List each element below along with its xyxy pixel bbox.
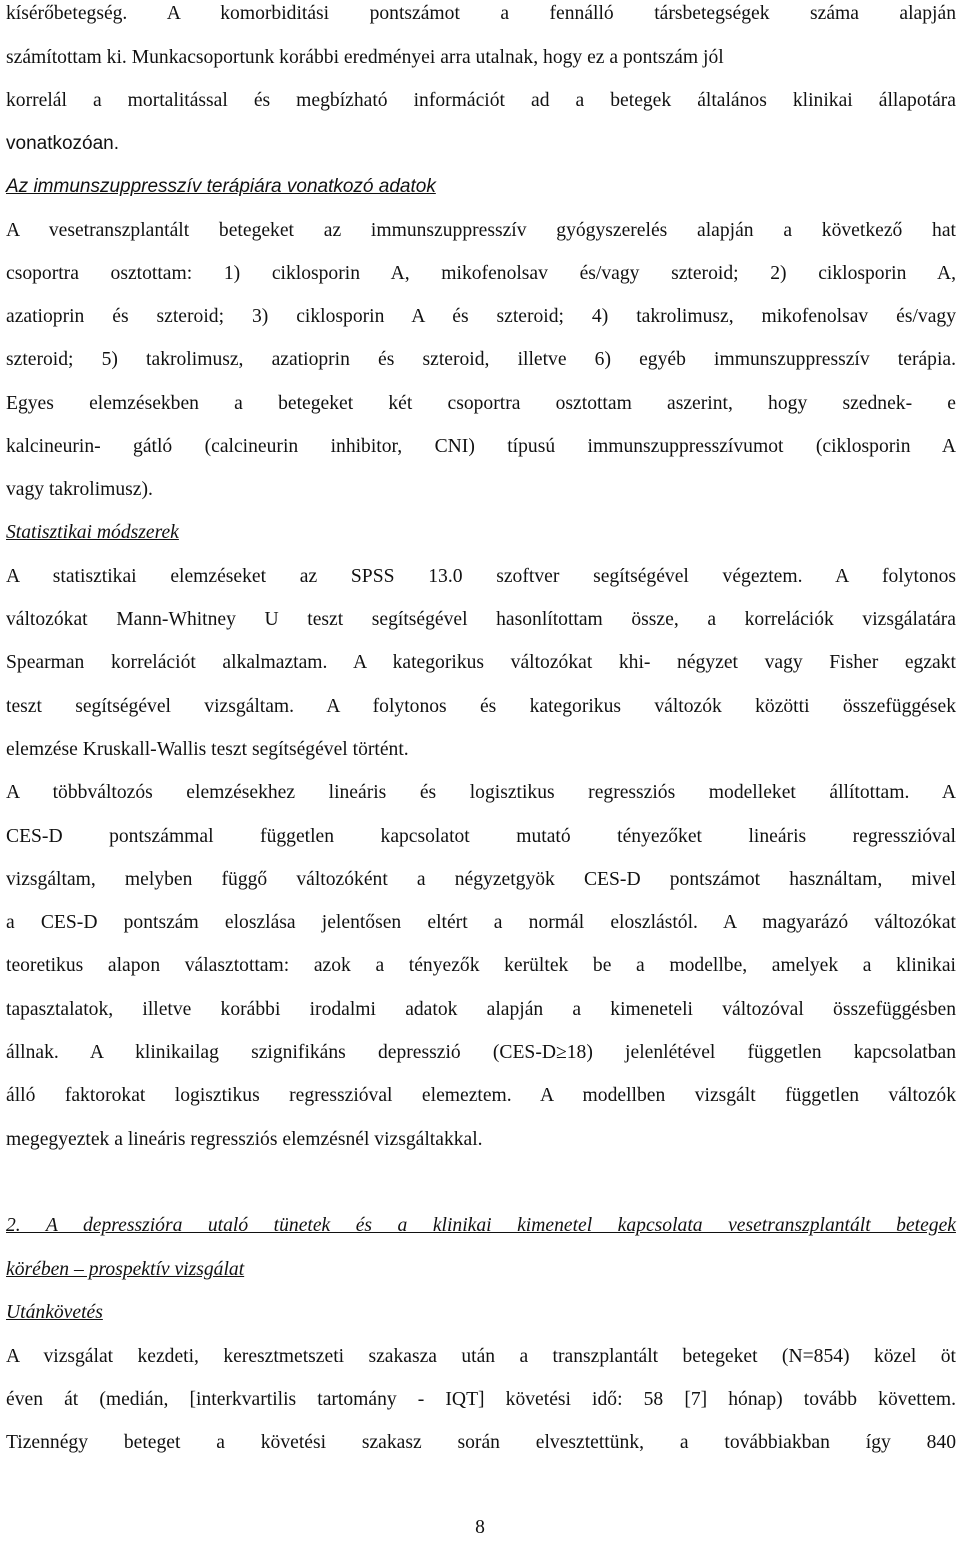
page-number: 8 — [475, 1517, 485, 1538]
text-line: A vesetranszplantált betegeket az immunszuppresszív gyógyszerelés alapján a következő hat — [6, 220, 956, 241]
text-line: vizsgáltam, melyben függő változóként a négyzetgyök CES-D pontszámot használtam, mivel — [6, 869, 956, 890]
text-line: éven át (medián, [interkvartilis tartomány - IQT] követési idő: 58 [7] hónap) tovább követtem. — [6, 1389, 956, 1410]
text-line: A vizsgálat kezdeti, keresztmetszeti szakasza után a transzplantált betegeket (N=854) közel öt — [6, 1346, 956, 1367]
text-line: megegyeztek a lineáris regressziós elemzésnél vizsgáltakkal. — [6, 1129, 483, 1150]
text-line: vonatkozóan. — [6, 133, 120, 154]
text-line: Tizennégy beteget a követési szakasz során elvesztettünk, a továbbiakban így 840 — [6, 1432, 956, 1453]
text-line: vagy takrolimusz). — [6, 479, 153, 500]
text-line: A többváltozós elemzésekhez lineáris és logisztikus regressziós modelleket állítottam. A — [6, 782, 956, 803]
text-line: számítottam ki. Munkacsoportunk korábbi eredményei arra utalnak, hogy ez a pontszám jól — [6, 47, 724, 68]
section-heading-statistics: Statisztikai módszerek — [6, 522, 179, 543]
text-line: tapasztalatok, illetve korábbi irodalmi adatok alapján a kimeneteli változóval összefüggésben — [6, 999, 956, 1020]
text-line: Spearman korrelációt alkalmaztam. A kategorikus változókat khi- négyzet vagy Fisher egzakt — [6, 652, 956, 673]
text-line: korrelál a mortalitással és megbízható információt ad a betegek általános klinikai állapotára — [6, 90, 956, 111]
text-line: a CES-D pontszám eloszlása jelentősen eltért a normál eloszlástól. A magyarázó változókat — [6, 912, 956, 933]
text-line: kalcineurin- gátló (calcineurin inhibitor, CNI) típusú immunszuppresszívumot (ciklosporin A — [6, 436, 956, 457]
text-line: teszt segítségével vizsgáltam. A folytonos és kategorikus változók közötti összefüggések — [6, 696, 956, 717]
text-line: álló faktorokat logisztikus regresszióval elemeztem. A modellben vizsgált független változók — [6, 1085, 956, 1106]
text-line: CES-D pontszámmal független kapcsolatot mutató tényezőket lineáris regresszióval — [6, 826, 956, 847]
section-heading-2-cont: körében – prospektív vizsgálat — [6, 1259, 245, 1280]
text-line: teoretikus alapon választottam: azok a tényezők kerültek be a modellbe, amelyek a klinikai — [6, 955, 956, 976]
text-line: azatioprin és szteroid; 3) ciklosporin A és szteroid; 4) takrolimusz, mikofenolsav és/vagy — [6, 306, 956, 327]
text-line: szteroid; 5) takrolimusz, azatioprin és szteroid, illetve 6) egyéb immunszuppresszív terápia. — [6, 349, 956, 370]
text-line: A statisztikai elemzéseket az SPSS 13.0 szoftver segítségével végeztem. A folytonos — [6, 566, 956, 587]
section-heading-immunosuppression: Az immunszuppresszív terápiára vonatkozó adatok — [6, 176, 436, 197]
text-line: elemzése Kruskall-Wallis teszt segítségével történt. — [6, 739, 409, 760]
text-line: kísérőbetegség. A komorbiditási pontszámot a fennálló társbetegségek száma alapján — [6, 3, 956, 24]
text-line: állnak. A klinikailag szignifikáns depresszió (CES-D≥18) jelenlétével független kapcsolatban — [6, 1042, 956, 1063]
section-heading-followup: Utánkövetés — [6, 1302, 103, 1323]
text-line: változókat Mann-Whitney U teszt segítségével hasonlítottam össze, a korrelációk vizsgálatára — [6, 609, 956, 630]
text-line: csoportra osztottam: 1) ciklosporin A, mikofenolsav és/vagy szteroid; 2) ciklosporin A, — [6, 263, 956, 284]
section-heading-2: 2. A depresszióra utaló tünetek és a klinikai kimenetel kapcsolata vesetranszplantált betegek — [6, 1215, 956, 1236]
text-line: Egyes elemzésekben a betegeket két csoportra osztottam aszerint, hogy szednek- e — [6, 393, 956, 414]
